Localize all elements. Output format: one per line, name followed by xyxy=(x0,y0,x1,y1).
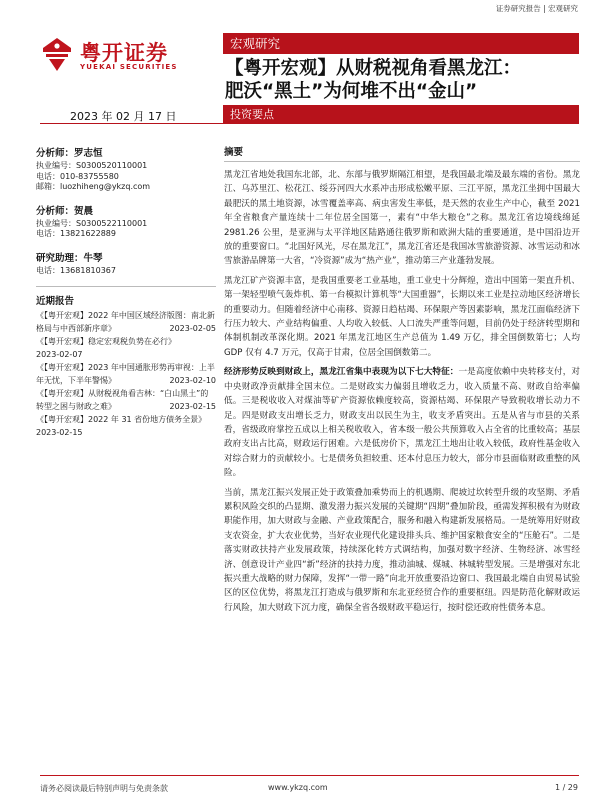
disclaimer-notice: 请务必阅读最后特别声明与免责条款 xyxy=(40,784,168,793)
analyst-phone: 电话：010-83755580 xyxy=(36,171,119,181)
paragraph-lead: 经济形势反映到财政上，黑龙江省集中表现为以下七大特征： xyxy=(224,367,459,378)
recent-report-date: 2023-02-15 xyxy=(169,401,216,411)
analyst-name: 分析师：贺晨 xyxy=(36,205,94,217)
brand-logo xyxy=(40,36,215,74)
page-number: 1 / 29 xyxy=(554,783,578,792)
recent-report-item[interactable] xyxy=(36,336,216,361)
assistant-phone: 电话：13681810367 xyxy=(36,265,116,275)
recent-report-title[interactable]: 《【粤开宏观】2023 年中国通胀形势再审视：上半年无忧，下半年警惕》 xyxy=(36,363,215,385)
recent-report-item[interactable] xyxy=(36,362,216,387)
logo-mark-icon xyxy=(40,36,74,72)
report-type-label: 证券研究报告 | 宏观研究 xyxy=(495,4,578,13)
paragraph-text: 黑龙江省地处我国东北部，北、东部与俄罗斯隔江相望，是我国最北端及最东端的省份。黑龙江、乌苏里江、松花江、绥芬河四大水系冲击形成松嫩平原、三江平原，黑龙江坐拥中国最大最肥沃的黑土地资源，冰雪覆盖率高、病虫害发生率低，是天然的农业生产中心，截至 2021 年全省粮食产量连续十二年位居全国第一，素有“中华大粮仓”之称。黑龙江省边境线绵延 2981.26 公里，是亚洲与太平洋地区陆路通往俄罗斯和欧洲大陆的重要通道，是中国沿边开放的重要窗口。“北国好风光，尽在黑龙江”，黑龙江省还是我国冰雪旅游资源、冰雪运动和冰雪旅游品牌第一大省，“冷资源”成为“热产业”，推动第三产业蓬勃发展。 xyxy=(224,170,580,267)
recent-reports-title: 近期报告 xyxy=(36,296,75,307)
title-line-1: 【粤开宏观】从财税视角看黑龙江： xyxy=(225,58,522,79)
analyst-phone: 电话：13821622889 xyxy=(36,229,116,238)
recent-report-title[interactable]: 《【粤开宏观】稳定宏观税负势在必行》 xyxy=(36,337,176,346)
report-title xyxy=(225,57,595,103)
abstract-heading: 摘要 xyxy=(224,147,244,158)
abstract-paragraph xyxy=(224,365,580,480)
recent-report-title[interactable]: 《【粤开宏观】2022 年中国区域经济版图：南北新格局与中西部新序章》 xyxy=(36,311,215,333)
assistant-block xyxy=(36,250,216,277)
analyst-cert: 执业编号：S0300522110001 xyxy=(36,218,148,228)
investment-highlights-band: 投资要点 xyxy=(223,105,579,124)
sidebar xyxy=(36,145,216,440)
paragraph-text: 黑龙江矿产资源丰富，是我国重要老工业基地，重工业史十分辉煌，造出中国第一架直升机、第一架轻型喷气轰炸机、第一台模拟计算机等“大国重器”，长期以来工业是拉动地区经济增长的重要动力。但随着经济中心南移、资源日趋枯竭、环保限产等因素影响，黑龙江面临经济下行压力较大、产业结构偏重、人均收入较低、人口流失严重等问题，目前仍处于经济转型期和体制机制改革深化期。2021 年黑龙江地区生产总值为 1.49 万亿，排全国倒数第七；人均 GDP 仅有 4.7 万元，仅高于甘肃，位居全国倒数第二。 xyxy=(224,275,580,358)
abstract-paragraph xyxy=(224,168,580,269)
recent-report-title[interactable]: 《【粤开宏观】从财税视角看吉林：“白山黑土”的转型之困与财政之难》 xyxy=(36,389,209,411)
recent-report-date: 2023-02-10 xyxy=(169,375,216,385)
logo-chinese-text: 粤开证券 xyxy=(80,41,168,65)
analyst-name: 分析师：罗志恒 xyxy=(36,148,103,159)
recent-report-item[interactable] xyxy=(36,414,216,439)
analyst-block xyxy=(36,203,216,240)
paragraph-text: 一是高度依赖中央转移支付，对中央财政净贡献排全国末位。二是财政实力偏弱且增收乏力，收入质量不高、财政自给率偏低。三是税收收入对煤油等矿产资源依赖度较高，资源枯竭、环保限产导致税收增长动力不足。四是财政支出增长乏力，财政支出以民生为主，收支矛盾突出。五是从省与市县的关系看，省级政府掌控五成以上相关税收收入，省本级一般公共预算收入占全省的比重较高；基层政府支出占比高，财政运行困难。六是低房价下，黑龙江土地出让收入较低，政府性基金收入对综合财力的贡献较小。七是债务负担较重、还本付息压力较大，部分市县面临财政重整的风险。 xyxy=(224,367,580,479)
assistant-name: 研究助理：牛琴 xyxy=(36,252,103,264)
paragraph-text: 当前，黑龙江振兴发展正处于政策叠加乘势而上的机遇期、爬坡过坎转型升级的攻坚期、矛盾累积风险交织的凸显期、激发潜力振兴发展的关键期“四期”叠加阶段，亟需发挥积极有为财政职能作用，加大财政与金融、产业政策配合，服务和融入构建新发展格局。一是统筹用好财政支农资金，扩大农业优势，当好农业现代化建设排头兵、维护国家粮食安全的“压舱石”。二是落实财政扶持产业发展政策，持续深化转方式调结构，加强对数字经济、生物经济、冰雪经济、创意设计产业四“新”经济的扶持力度，推动油城、煤城、林城转型发展。三是增强对东北振兴重大战略的财力保障，发挥“一带一路”向北开放重要沿边窗口、我国最北端自由贸易试验区的区位优势，将黑龙江打造成与俄罗斯和东北亚经贸合作的重要枢纽。四是防范化解财政运行风险，加大财政下沉力度，确保全省各级财政平稳运行，按时偿还政府性债务本息。 xyxy=(224,487,580,613)
analyst-email[interactable]: 邮箱：luozhiheng@ykzq.com xyxy=(36,182,151,191)
sidebar-divider xyxy=(36,286,216,287)
analyst-block xyxy=(36,145,216,193)
abstract-paragraph xyxy=(224,486,580,616)
recent-report-date: 2023-02-15 xyxy=(36,427,83,437)
website-link[interactable]: www.ykzq.com xyxy=(268,783,328,792)
title-line-2: 肥沃“黑土”为何堆不出“金山” xyxy=(225,81,478,102)
abstract-paragraph xyxy=(224,274,580,360)
recent-report-item[interactable] xyxy=(36,388,216,413)
recent-report-date: 2023-02-05 xyxy=(169,323,216,333)
recent-report-title[interactable]: 《【粤开宏观】2022 年 31 省份地方债务全景》 xyxy=(36,415,207,424)
abstract-section xyxy=(224,144,580,620)
report-date: 2023 年 02 月 17 日 xyxy=(70,110,177,123)
footer-divider xyxy=(40,775,579,776)
category-band: 宏观研究 xyxy=(223,33,579,54)
logo-english-text: YUEKAI SECURITIES xyxy=(80,63,178,71)
recent-report-item[interactable] xyxy=(36,310,216,335)
analyst-cert: 执业编号：S0300520110001 xyxy=(36,161,148,170)
abstract-divider xyxy=(224,161,580,162)
recent-report-date: 2023-02-07 xyxy=(36,349,83,359)
